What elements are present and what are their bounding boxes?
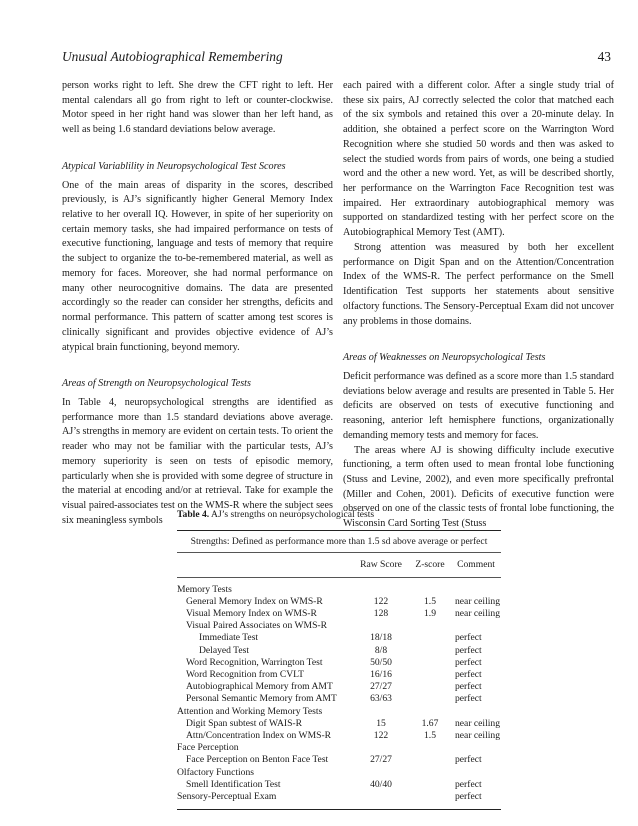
- row-z-score: [409, 791, 451, 803]
- row-z-score: 1.5: [424, 730, 436, 742]
- table-row: [177, 584, 501, 596]
- table-row: [177, 681, 501, 693]
- row-raw-score: 8/8: [374, 644, 388, 656]
- table-row: [177, 608, 501, 620]
- table-row: [177, 620, 501, 632]
- row-raw-score: 128: [373, 608, 389, 620]
- right-paragraph-4: The areas where AJ is showing difficulty include executive functioning, a term often used to mean frontal lobe functioning (Stuss and Levine, 2002), and even more specifically prefrontal (Miller and Cohen, 2001). Deficits of executive function were observed on one of the classic tests of frontal lobe functioning, the Wisconsin Card Sorting Test (Stuss: [343, 444, 614, 530]
- row-label: Attention and Working Memory Tests: [177, 705, 323, 717]
- row-label: Visual Paired Associates on WMS-R: [186, 620, 328, 632]
- row-comment: [451, 767, 501, 779]
- row-z-score: [409, 706, 451, 718]
- row-comment: perfect: [455, 681, 482, 693]
- row-comment: [451, 620, 501, 632]
- row-comment: [451, 706, 501, 718]
- row-z-score: [409, 779, 451, 791]
- row-comment: perfect: [455, 632, 482, 644]
- row-label: Word Recognition from CVLT: [186, 669, 304, 681]
- table-row: [177, 718, 501, 730]
- header-comment: Comment: [457, 559, 495, 571]
- row-label: Delayed Test: [199, 644, 250, 656]
- running-head: [62, 49, 611, 65]
- row-raw-score: 16/16: [370, 669, 392, 681]
- row-label: Personal Semantic Memory from AMT: [186, 693, 337, 705]
- row-raw-score: 15: [376, 717, 386, 729]
- table-row: [177, 779, 501, 791]
- header-z-score: Z-score: [415, 559, 445, 571]
- right-paragraph-1: each paired with a different color. After a single study trial of these six pairs, AJ correctly selected the color that matched each of the six symbols and retained this over a 20-minute delay. In addition, she obtained a perfect score on the Warrington Word Recognition where she studied 50 words and then was asked to select the studied words from pairs of words, one being a studied word and the other a new word. Yet, as will be described shortly, her performance on the Warrington Face Recognition test was impaired. Her extraordinary autobiographical memory was supported on standardized testing with her perfect score on the Autobiographical Memory Test (AMT).: [343, 80, 614, 239]
- table-column-headers: [177, 553, 501, 576]
- row-raw-score: 122: [373, 595, 389, 607]
- row-z-score: 1.5: [424, 595, 436, 607]
- row-z-score: [409, 681, 451, 693]
- row-comment: perfect: [455, 656, 482, 668]
- row-z-score: [409, 657, 451, 669]
- table-row: [177, 754, 501, 766]
- right-column: [343, 79, 614, 532]
- row-raw-score: 18/18: [370, 632, 392, 644]
- row-comment: near ceiling: [455, 608, 501, 620]
- row-comment: perfect: [455, 754, 482, 766]
- row-z-score: [409, 693, 451, 705]
- row-comment: near ceiling: [455, 717, 501, 729]
- row-raw-score: [353, 742, 409, 754]
- header-spacer: [177, 559, 353, 571]
- row-raw-score: 40/40: [370, 778, 392, 790]
- left-column: [62, 79, 333, 528]
- row-raw-score: [353, 767, 409, 779]
- strengths-table: [177, 509, 501, 810]
- row-z-score: 1.67: [421, 717, 439, 729]
- row-comment: [451, 742, 501, 754]
- row-label: Olfactory Functions: [177, 766, 255, 778]
- row-raw-score: [353, 620, 409, 632]
- row-z-score: 1.9: [424, 608, 436, 620]
- row-label: Autobiographical Memory from AMT: [186, 681, 333, 693]
- row-label: Memory Tests: [177, 583, 232, 595]
- table-row: [177, 645, 501, 657]
- row-z-score: [409, 584, 451, 596]
- row-z-score: [409, 669, 451, 681]
- table-row: [177, 706, 501, 718]
- table-bottom-rule: [177, 809, 501, 810]
- row-raw-score: 63/63: [370, 693, 392, 705]
- table-row: [177, 657, 501, 669]
- row-z-score: [409, 620, 451, 632]
- table-caption-label: Table 4.: [177, 509, 210, 520]
- row-label: Digit Span subtest of WAIS-R: [186, 717, 303, 729]
- table-row: [177, 767, 501, 779]
- row-z-score: [409, 767, 451, 779]
- row-label: Word Recognition, Warrington Test: [186, 656, 323, 668]
- table-row: [177, 632, 501, 644]
- table-row: [177, 730, 501, 742]
- left-paragraph-2: One of the main areas of disparity in the scores, described previously, is AJ’s significantly higher General Memory Index relative to her overall IQ. However, in spite of her superiority on certain memory tasks, she had impaired performance on tests of executive functioning, language and tests of memory that require the subject to organize the to-be-remembered material, as well as memory for faces. Moreover, she had normal performance on many other neurocognitive domains. The data are presented accordingly so the reader can consider her strengths, deficits and normal performance. This pattern of scatter among test scores is clinically significant and provides objective evidence of AJ’s atypical brain functioning, beyond memory.: [62, 179, 333, 353]
- table-body: [177, 578, 501, 804]
- row-comment: perfect: [455, 669, 482, 681]
- left-paragraph-3: In Table 4, neuropsychological strengths are identified as performance more than 1.5 standard deviations above average. AJ’s strengths in memory are evident on certain tests. To orient the reader who may not be familiar with the particular tests, AJ’s memory superiority is seen on tests of episodic memory, particularly when she is provided with some degree of structure in the material at encoding and/or at retrieval. Take for example the visual paired-associates test on the WMS-R where the subject sees six meaningless symbols: [62, 396, 333, 526]
- row-raw-score: 27/27: [370, 754, 392, 766]
- table-row: [177, 596, 501, 608]
- row-raw-score: [353, 584, 409, 596]
- right-paragraph-3: Deficit performance was defined as a score more than 1.5 standard deviations below average and results are presented in Table 5. Her deficits are observed on tests of executive functioning and reasoning, anterior left hemisphere functions, organizationally demanding memory tests and memory for faces.: [343, 370, 614, 441]
- row-comment: [451, 584, 501, 596]
- row-label: Face Perception on Benton Face Test: [186, 754, 329, 766]
- section-heading-areas-of-weakness: Areas of Weaknesses on Neuropsychological Tests: [343, 352, 546, 364]
- running-title: Unusual Autobiographical Remembering: [62, 49, 283, 64]
- row-raw-score: 50/50: [370, 656, 392, 668]
- table-row: [177, 693, 501, 705]
- row-comment: near ceiling: [455, 595, 501, 607]
- table-subtitle: Strengths: Defined as performance more than 1.5 sd above average or perfect: [190, 536, 488, 548]
- table-row: [177, 669, 501, 681]
- row-comment: near ceiling: [455, 730, 501, 742]
- page-number: 43: [597, 49, 611, 64]
- section-heading-areas-of-strength: Areas of Strength on Neuropsychological Tests: [62, 378, 251, 390]
- right-paragraph-2: Strong attention was measured by both her excellent performance on Digit Span and on the Attention/Concentration Index of the WMS-R. The perfect performance on the Smell Identification Test supports her statements about sensitive olfactory functions. The Sensory-Perceptual Exam did not uncover any problems in those domains.: [343, 241, 614, 327]
- row-label: Face Perception: [177, 742, 239, 754]
- header-raw-score: Raw Score: [360, 559, 402, 571]
- row-comment: perfect: [455, 778, 482, 790]
- table-caption: [177, 509, 501, 521]
- row-z-score: [409, 632, 451, 644]
- table-row: [177, 742, 501, 754]
- row-z-score: [409, 754, 451, 766]
- section-heading-atypical-variability: Atypical Variablility in Neuropsychological Test Scores: [62, 160, 286, 172]
- row-raw-score: 27/27: [370, 681, 392, 693]
- row-z-score: [409, 645, 451, 657]
- row-comment: perfect: [455, 644, 482, 656]
- row-label: Visual Memory Index on WMS-R: [186, 608, 317, 620]
- table-caption-text: AJ’s strengths on neuropsychological tests: [211, 509, 375, 520]
- row-comment: perfect: [455, 693, 482, 705]
- table-row: [177, 791, 501, 803]
- row-label: Smell Identification Test: [186, 778, 281, 790]
- row-raw-score: 122: [373, 730, 389, 742]
- left-paragraph-1: person works right to left. She drew the CFT right to left. Her mental calendars all go from right to left or counter-clockwise. Motor speed in her right hand was slower than her left hand, as well as being 1.6 standard deviations below average.: [62, 80, 333, 136]
- row-raw-score: [353, 791, 409, 803]
- row-label: Attn/Concentration Index on WMS-R: [186, 730, 332, 742]
- row-label: Immediate Test: [199, 632, 259, 644]
- row-label: Sensory-Perceptual Exam: [177, 791, 277, 803]
- row-label: General Memory Index on WMS-R: [186, 595, 323, 607]
- row-comment: perfect: [455, 791, 482, 803]
- row-z-score: [409, 742, 451, 754]
- row-raw-score: [353, 706, 409, 718]
